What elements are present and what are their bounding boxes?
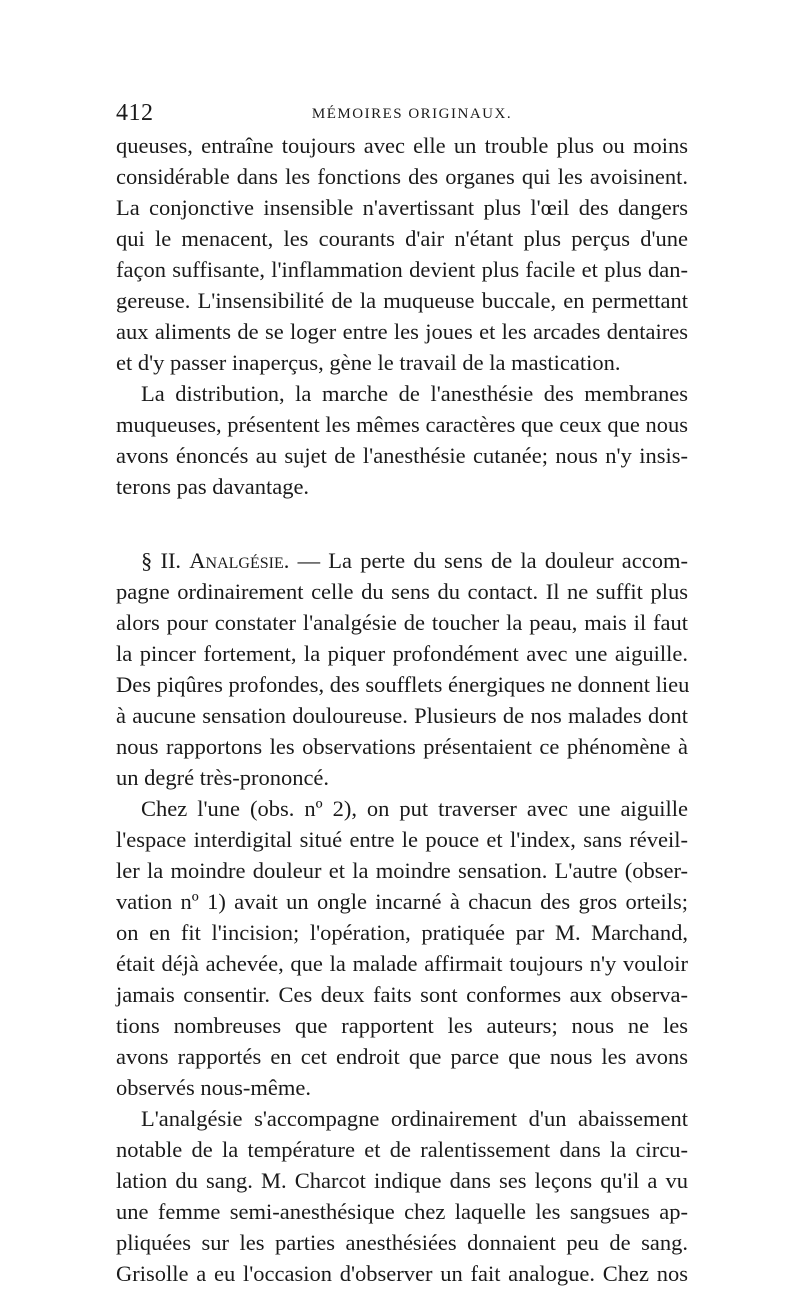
text-line: façon suffisante, l'inflammation devient plus facile et plus dan-	[116, 257, 688, 282]
paragraph-1	[116, 130, 688, 378]
text-line: l'espace interdigital situé entre le pouce et l'index, sans réveil-	[116, 827, 688, 852]
text-line: avons rapportés en cet endroit que parce que nous les avons	[116, 1044, 688, 1069]
section-first-line	[116, 545, 688, 576]
text-line: tions nombreuses que rapportent les auteurs; nous ne les	[116, 1013, 688, 1038]
text-line: à aucune sensation douloureuse. Plusieurs de nos malades dont	[116, 703, 688, 728]
text-line: un degré très-prononcé.	[116, 765, 330, 790]
text-line: lation du sang. M. Charcot indique dans ses leçons qu'il a vu	[116, 1168, 688, 1193]
text-line: était déjà achevée, que la malade affirmait toujours n'y vouloir	[116, 951, 688, 976]
text-line: notable de la température et de ralentissement dans la circu-	[116, 1137, 688, 1162]
section-spacer	[116, 502, 688, 545]
section-dash: —	[297, 548, 321, 573]
text-line: aux aliments de se loger entre les joues et les arcades dentaires	[116, 319, 688, 344]
text-line: L'analgésie s'accompagne ordinairement d'un abaissement	[141, 1106, 688, 1131]
text-line: Grisolle a eu l'occasion d'observer un fait analogue. Chez nos	[116, 1261, 688, 1286]
text-line: alors pour constater l'analgésie de toucher la peau, mais il faut	[116, 610, 688, 635]
section-title: Analgésie.	[189, 548, 290, 573]
section-first-line-text: La perte du sens de la douleur accom-	[328, 548, 689, 573]
paragraph-4	[116, 793, 688, 1103]
text-line: queuses, entraîne toujours avec elle un trouble plus ou moins	[116, 133, 688, 158]
text-line: muqueuses, présentent les mêmes caractères que ceux que nous	[116, 412, 688, 437]
text-line: vation nº 1) avait un ongle incarné à chacun des gros orteils;	[116, 889, 688, 914]
text-line: pliquées sur les parties anesthésiées donnaient peu de sang.	[116, 1230, 688, 1255]
running-head: MÉMOIRES ORIGINAUX.	[311, 106, 513, 122]
paragraph-5	[116, 1103, 688, 1289]
text-line: Des piqûres profondes, des soufflets énergiques ne donnent lieu	[116, 672, 690, 697]
text-line: avons énoncés au sujet de l'anesthésie cutanée; nous n'y insis-	[116, 443, 688, 468]
text-line: qui le menacent, les courants d'air n'étant plus perçus d'une	[116, 226, 688, 251]
text-line: nous rapportons les observations présentaient ce phénomène à	[116, 734, 688, 759]
text-line: terons pas davantage.	[116, 474, 310, 499]
text-line: gereuse. L'insensibilité de la muqueuse buccale, en permettant	[116, 288, 688, 313]
body-text	[116, 130, 688, 1289]
text-line: La distribution, la marche de l'anesthésie des membranes	[141, 381, 688, 406]
page-header	[116, 100, 688, 130]
section-number: § II.	[141, 548, 182, 573]
section-analgesie	[116, 545, 688, 793]
text-line: on en fit l'incision; l'opération, pratiquée par M. Marchand,	[116, 920, 688, 945]
text-line: jamais consentir. Ces deux faits sont conformes aux observa-	[116, 982, 688, 1007]
text-line: Chez l'une (obs. nº 2), on put traverser avec une aiguille	[141, 796, 688, 821]
text-line: observés nous-même.	[116, 1075, 311, 1100]
text-line: considérable dans les fonctions des organes qui les avoisinent.	[116, 164, 688, 189]
text-line: La conjonctive insensible n'avertissant plus l'œil des dangers	[116, 195, 688, 220]
text-line: pagne ordinairement celle du sens du contact. Il ne suffit plus	[116, 579, 688, 604]
text-line: et d'y passer inaperçus, gène le travail de la mastication.	[116, 350, 621, 375]
text-line: ler la moindre douleur et la moindre sensation. L'autre (obser-	[116, 858, 688, 883]
page-number: 412	[116, 100, 154, 126]
text-line: la pincer fortement, la piquer profondément avec une aiguille.	[116, 641, 688, 666]
paragraph-2	[116, 378, 688, 502]
text-line: une femme semi-anesthésique chez laquelle les sangsues ap-	[116, 1199, 688, 1224]
